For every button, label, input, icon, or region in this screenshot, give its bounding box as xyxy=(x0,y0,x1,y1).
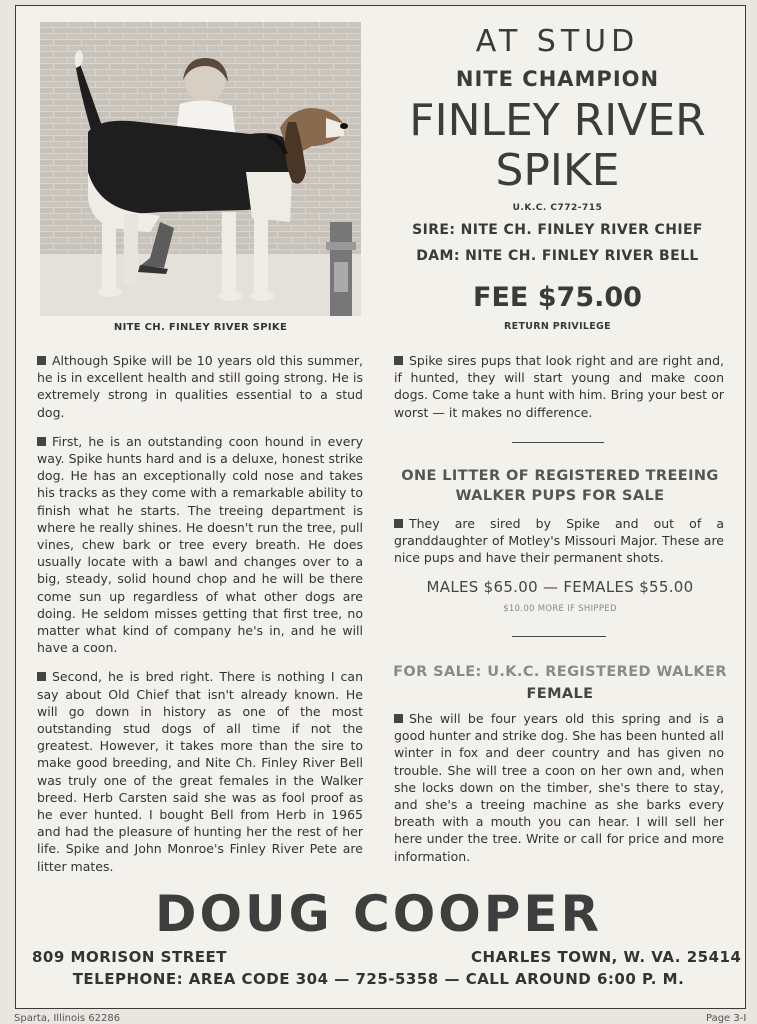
nite-champion-heading: NITE CHAMPION xyxy=(455,67,660,91)
photo-caption: NITE CH. FINLEY RIVER SPIKE xyxy=(113,322,288,333)
city-address: CHARLES TOWN, W. VA. 25414 xyxy=(471,948,742,966)
bullet-icon xyxy=(394,519,403,528)
litter-title: ONE LITTER OF REGISTERED TREEING WALKER PUPS FOR SALE xyxy=(401,468,719,504)
dog-name-line1: FINLEY RIVER xyxy=(409,95,706,146)
breeder-name: DOUG COOPER xyxy=(154,885,603,943)
shipping-note: $10.00 MORE IF SHIPPED xyxy=(503,604,617,614)
page-footer-left: Sparta, Illinois 62286 xyxy=(14,1013,121,1024)
at-stud-heading: AT STUD xyxy=(475,24,640,59)
dam-line: DAM: NITE CH. FINLEY RIVER BELL xyxy=(416,248,699,264)
dog-photo xyxy=(40,22,361,316)
divider xyxy=(512,442,604,443)
litter-text: They are sired by Spike and out of a granddaughter of Motley's Missouri Major. These are nice pups and have their permanent shots. xyxy=(394,516,724,566)
bullet-icon xyxy=(37,437,46,446)
divider xyxy=(512,636,606,637)
stud-fee: FEE $75.00 xyxy=(473,282,642,313)
street-address: 809 MORISON STREET xyxy=(32,948,227,966)
female-title-line2: FEMALE xyxy=(526,686,594,702)
left-column-text xyxy=(37,352,363,887)
paragraph-second: Second, he is bred right. There is nothing I can say about Old Chief that isn't already known. He will go down in history as one of the most outstanding stud dogs of all time if not the greatest. However, it takes more than the sire to make good breeding, and Nite Ch. Finley River Bell was truly one of the great females in the Walker breed. Herb Carsten said she was as fool proof as he ever hunted. I bought Bell from Herb in 1965 and had the pleasure of hunting her the rest of her life. Spike and John Monroe's Finley River Pete are litter mates. xyxy=(37,669,363,874)
paragraph-sires: Spike sires pups that look right and are right and, if hunted, they will start young and make coon dogs. Come take a hunt with him. Bring your best or worst — it makes no difference. xyxy=(394,353,724,420)
pup-prices: MALES $65.00 — FEMALES $55.00 xyxy=(426,578,694,596)
ukc-number: U.K.C. C772-715 xyxy=(512,203,603,213)
bullet-icon xyxy=(394,714,403,723)
bullet-icon xyxy=(37,672,46,681)
female-text: She will be four years old this spring and is a good hunter and strike dog. She has been hunted all winter in fox and deer country and has given no trouble. She will tree a coon on her own and, when she locks down on the timber, she's there to stay, and she's a treeing machine as she barks every breath with a mouth you can hear. I will sell her here under the tree. Write or call for price and more information. xyxy=(394,711,724,864)
return-privilege: RETURN PRIVILEGE xyxy=(504,321,611,332)
telephone-line: TELEPHONE: AREA CODE 304 — 725-5358 — CALL AROUND 6:00 P. M. xyxy=(72,970,685,988)
bullet-icon xyxy=(394,356,403,365)
dog-name-heading xyxy=(370,96,745,196)
paragraph-health: Although Spike will be 10 years old this summer, he is in excellent health and still going strong. He is extremely strong in qualities essential to a stud dog. xyxy=(37,353,363,420)
bullet-icon xyxy=(37,356,46,365)
sire-line: SIRE: NITE CH. FINLEY RIVER CHIEF xyxy=(412,222,703,238)
female-title-line1: FOR SALE: U.K.C. REGISTERED WALKER xyxy=(393,664,727,680)
dog-name-line2: SPIKE xyxy=(495,145,620,196)
page-footer-right: Page 3-I xyxy=(706,1013,747,1024)
right-column-intro xyxy=(394,352,724,433)
paragraph-first: First, he is an outstanding coon hound in every way. Spike hunts hard and is a deluxe, honest strike dog. He has an exceptionally cold nose and takes his tracks as they come with a remarkable ability to finish what he starts. The treeing department is where he really shines. He doesn't run the tree, pull vines, chew bark or tree every breath. He does usually locate with a bawl and changes over to a big, steady, solid hound chop and he will be there come sun up regardless of what other dogs are doing. He seldom misses getting that first tree, no matter what kind of company he's in, and he will have a coon. xyxy=(37,433,363,656)
